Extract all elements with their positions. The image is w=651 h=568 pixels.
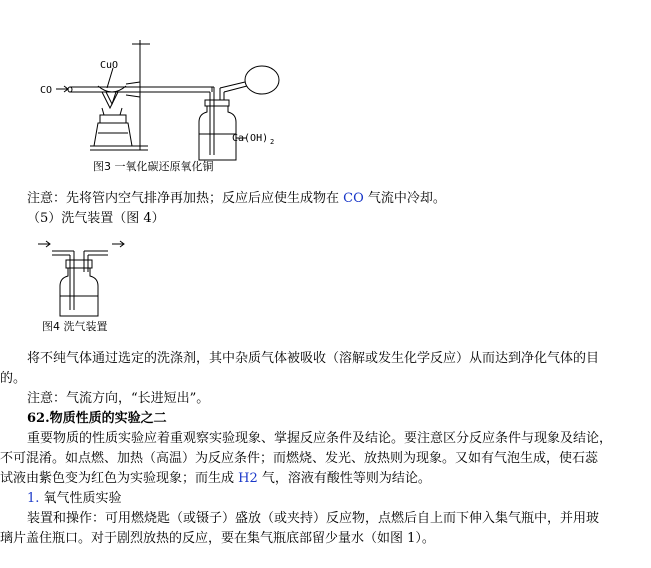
note-purge-air-part2: 气流中冷却。: [363, 191, 446, 206]
co-reduction-apparatus-drawing: [0, 0, 340, 180]
para-properties-line-2: 不可混淆。如点燃、加热（高温）为反应条件；而燃烧、发光、放热则为现象。又如有气泡生成，使石蕊: [0, 451, 599, 466]
note-flow-direction: 注意：气流方向，“长进短出”。: [27, 391, 210, 406]
figure-3-co-reduction: [0, 0, 340, 180]
figure-3-caption: 图3 一氧化碳还原氧化铜: [93, 160, 214, 173]
item-1-number: 1.: [27, 491, 40, 506]
note-purge-air-co: CO: [343, 191, 364, 206]
cuo-label: CuO: [100, 60, 119, 71]
section-62-heading: 62.物质性质的实验之二: [27, 411, 167, 426]
para-washing-line-2: 的。: [0, 371, 27, 386]
para-properties-line-3-part1: 试液由紫色变为红色为实验现象；而生成: [0, 471, 239, 486]
figure-4-caption: 图4 洗气装置: [42, 320, 108, 333]
para-oxygen-line-1: 装置和操作：可用燃烧匙（或镊子）盛放（或夹持）反应物，点燃后自上而下伸入集气瓶中，并用玻: [27, 511, 600, 526]
caoh2-label: Ca(OH): [232, 133, 269, 144]
caoh2-subscript: 2: [270, 138, 275, 146]
para-properties-line-1: 重要物质的性质实验应着重观察实验现象、掌握反应条件及结论。要注意区分反应条件与现象及结论，: [27, 431, 613, 446]
para-properties-line-3-part2: 气，溶液有酸性等则为结论。: [257, 471, 431, 486]
note-purge-air: [0, 189, 651, 209]
item-1-heading: [0, 489, 651, 509]
item-1-title: 氧气性质实验: [39, 491, 122, 506]
item-5-heading: （5）洗气装置（图 4）: [27, 211, 165, 226]
para-properties-line-3: [0, 469, 651, 489]
para-oxygen-line-2: 璃片盖住瓶口。对于剧烈放热的反应，要在集气瓶底部留少量水（如图 1）。: [0, 531, 435, 546]
figure-4-gas-washing: [0, 232, 160, 337]
para-properties-h2: H2: [238, 471, 258, 486]
note-purge-air-part1: 注意：先将管内空气排净再加热；反应后应使生成物在: [27, 191, 344, 206]
co-label: CO: [40, 85, 53, 96]
para-washing-line-1: 将不纯气体通过选定的洗涤剂，其中杂质气体被吸收（溶解或发生化学反应）从而达到净化气体的目: [27, 351, 600, 366]
